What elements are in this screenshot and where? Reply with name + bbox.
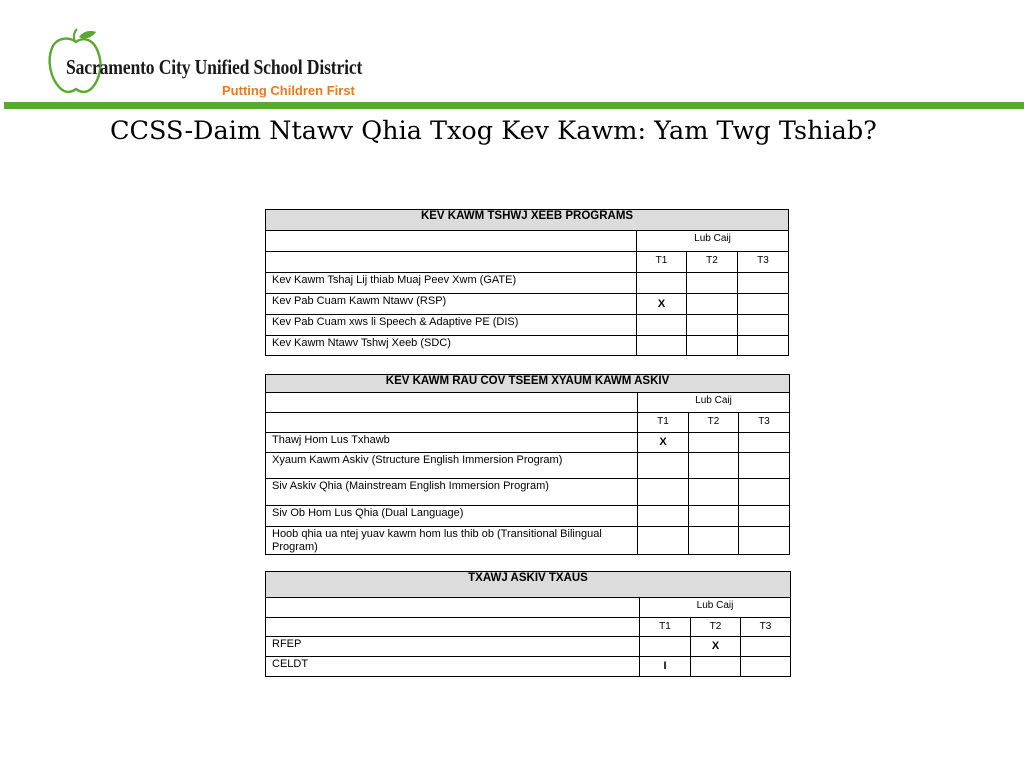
- row-label: Thawj Hom Lus Txhawb: [266, 433, 638, 453]
- row-label: Kev Kawm Tshaj Lij thiab Muaj Peev Xwm (GATE): [266, 273, 637, 294]
- table-row: [266, 273, 789, 294]
- term-header-t1: T1: [640, 618, 691, 637]
- table-row: [266, 453, 790, 479]
- row-label: Kev Pab Cuam Kawm Ntawv (RSP): [266, 294, 637, 315]
- table-heading: TXAWJ ASKIV TXAUS: [266, 572, 791, 598]
- table-row: [266, 433, 790, 453]
- slide-title: CCSS-Daim Ntawv Qhia Txog Kev Kawm: Yam Twg Tshiab?: [110, 116, 877, 146]
- mark-cell-t3: [739, 506, 790, 527]
- term-header-t3: T3: [738, 252, 789, 273]
- row-label: Siv Askiv Qhia (Mainstream English Immersion Program): [266, 479, 638, 506]
- table-row: [266, 506, 790, 527]
- mark-cell-t1: X: [638, 433, 689, 453]
- mark-cell-t3: [741, 657, 791, 677]
- term-header-t3: T3: [741, 618, 791, 637]
- mark-cell-t3: [738, 315, 789, 336]
- table-row: [266, 527, 790, 555]
- mark-cell-t1: [638, 479, 689, 506]
- district-name: Sacramento City Unified School District: [66, 55, 363, 79]
- blank-cell: [266, 393, 638, 413]
- district-tagline: Putting Children First: [222, 83, 355, 98]
- mark-cell-t2: X: [691, 637, 741, 657]
- term-group-header: Lub Caij: [638, 393, 790, 413]
- district-logo: [46, 28, 386, 102]
- header-divider: [4, 102, 1024, 109]
- mark-cell-t1: [638, 527, 689, 555]
- mark-cell-t2: [691, 657, 741, 677]
- mark-cell-t1: I: [640, 657, 691, 677]
- mark-cell-t1: [637, 336, 687, 356]
- mark-cell-t3: [738, 273, 789, 294]
- table-row: [266, 294, 789, 315]
- term-header-t2: T2: [689, 413, 739, 433]
- mark-cell-t2: [689, 453, 739, 479]
- english-learner-programs-table: [265, 374, 790, 555]
- mark-cell-t3: [739, 527, 790, 555]
- mark-cell-t1: [637, 315, 687, 336]
- mark-cell-t1: [637, 273, 687, 294]
- mark-cell-t2: [689, 479, 739, 506]
- mark-cell-t1: [638, 453, 689, 479]
- row-label: CELDT: [266, 657, 640, 677]
- term-header-t2: T2: [687, 252, 738, 273]
- mark-cell-t2: [687, 336, 738, 356]
- mark-cell-t3: [738, 294, 789, 315]
- blank-cell: [266, 413, 638, 433]
- term-header-t1: T1: [638, 413, 689, 433]
- term-header-t3: T3: [739, 413, 790, 433]
- row-label: RFEP: [266, 637, 640, 657]
- table-row: [266, 657, 791, 677]
- row-label: Xyaum Kawm Askiv (Structure English Immersion Program): [266, 453, 638, 479]
- mark-cell-t2: [689, 527, 739, 555]
- blank-cell: [266, 598, 640, 618]
- mark-cell-t2: [689, 433, 739, 453]
- row-label: Kev Pab Cuam xws li Speech & Adaptive PE (DIS): [266, 315, 637, 336]
- row-label: Siv Ob Hom Lus Qhia (Dual Language): [266, 506, 638, 527]
- mark-cell-t2: [687, 294, 738, 315]
- table-row: [266, 637, 791, 657]
- row-label: Hoob qhia ua ntej yuav kawm hom lus thib ob (Transitional Bilingual Program): [266, 527, 638, 555]
- table-heading: KEV KAWM RAU COV TSEEM XYAUM KAWM ASKIV: [266, 375, 790, 393]
- table-row: [266, 336, 789, 356]
- term-group-header: Lub Caij: [637, 231, 789, 252]
- mark-cell-t1: [640, 637, 691, 657]
- table-row: [266, 315, 789, 336]
- mark-cell-t3: [739, 479, 790, 506]
- mark-cell-t1: X: [637, 294, 687, 315]
- mark-cell-t3: [738, 336, 789, 356]
- row-label: Kev Kawm Ntawv Tshwj Xeeb (SDC): [266, 336, 637, 356]
- mark-cell-t2: [687, 315, 738, 336]
- term-header-t1: T1: [637, 252, 687, 273]
- term-header-t2: T2: [691, 618, 741, 637]
- special-programs-table: [265, 209, 789, 356]
- term-group-header: Lub Caij: [640, 598, 791, 618]
- mark-cell-t2: [687, 273, 738, 294]
- blank-cell: [266, 231, 637, 252]
- mark-cell-t3: [739, 453, 790, 479]
- mark-cell-t3: [739, 433, 790, 453]
- english-proficiency-table: [265, 571, 791, 677]
- blank-cell: [266, 618, 640, 637]
- blank-cell: [266, 252, 637, 273]
- mark-cell-t3: [741, 637, 791, 657]
- mark-cell-t2: [689, 506, 739, 527]
- table-heading: KEV KAWM TSHWJ XEEB PROGRAMS: [266, 210, 789, 231]
- mark-cell-t1: [638, 506, 689, 527]
- table-row: [266, 479, 790, 506]
